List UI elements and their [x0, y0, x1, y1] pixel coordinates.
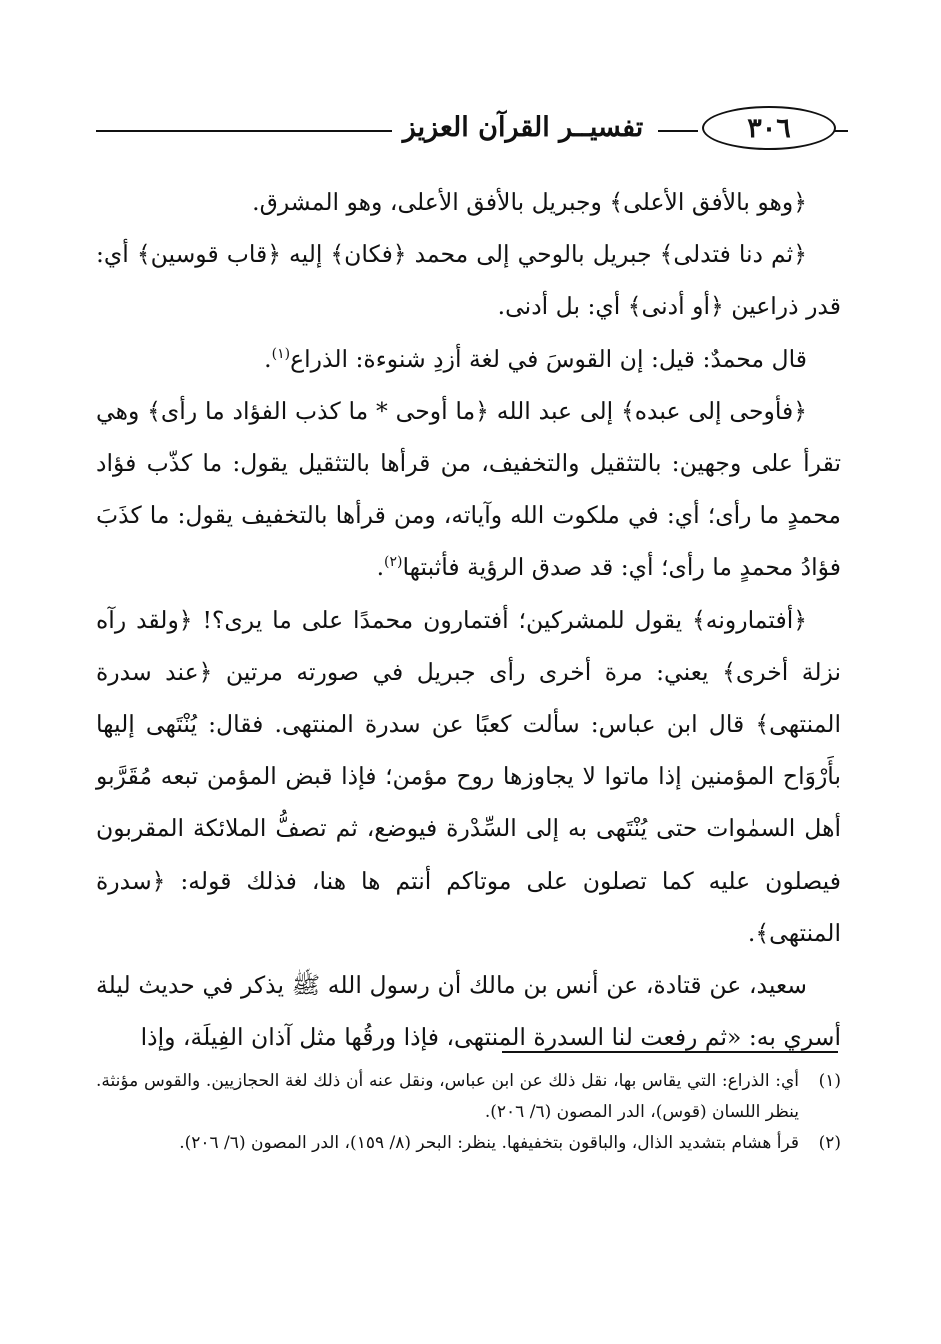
- footnotes: [96, 1066, 841, 1159]
- footnote-text: قرأ هشام بتشديد الذال، والباقون بتخفيفها. ينظر: البحر (٨/ ١٥٩)، الدر المصون (٦/ ٢٠٦).: [179, 1133, 799, 1153]
- paragraph: سعيد، عن قتادة، عن أنس بن مالك أن رسول الله ﷺ يذكر في حديث ليلة أسري به: «ثم رفعت لنا السدرة المنتهى، فإذا ورقُها مثل آذان الفِيلَة، وإذا: [96, 971, 841, 1052]
- header-rule-middle: [658, 130, 698, 132]
- running-title: تفسيــر القرآن العزيز: [402, 112, 644, 143]
- running-header: [96, 104, 848, 156]
- footnote-reference: (٢): [384, 554, 403, 571]
- footnote: [96, 1066, 841, 1128]
- footnote-number: (١): [818, 1071, 841, 1091]
- paragraph: [96, 385, 841, 594]
- paragraph: [96, 333, 841, 385]
- footnote-reference: (١): [271, 345, 291, 362]
- paragraph-end-mark: .: [376, 553, 385, 582]
- paragraph-text: ﴿فأوحى إلى عبده﴾ إلى عبد الله ﴿ما أوحى * ما كذب الفؤاد ما رأى﴾ وهي تقرأ على وجهين: بالتثقيل والتخفيف، من قرأها بالتثقيل يقول: ما كذّب فؤاد محمدٍ ما رأى؛ أي: في ملكوت الله وآياته، ومن قرأها بالتخفيف يقول: ما كذَبَ فؤادُ محمدٍ ما رأى؛ أي: قد صدق الرؤية فأثبتها: [96, 396, 841, 582]
- paragraph: ﴿ثم دنا فتدلى﴾ جبريل بالوحي إلى محمد ﴿فكان﴾ إليه ﴿قاب قوسين﴾ أي: قدر ذراعين ﴿أو أدنى﴾ أي: بل أدنى.: [96, 240, 841, 321]
- footnote-number: (٢): [818, 1133, 841, 1153]
- page-number: ٣٠٦: [702, 106, 836, 150]
- paragraph: ﴿وهو بالأفق الأعلى﴾ وجبريل بالأفق الأعلى، وهو المشرق.: [252, 188, 807, 216]
- footnote-text: أي: الذراع: التي يقاس بها، نقل ذلك عن ابن عباس، ونقل عنه أن ذلك لغة الحجازيين. والقوس مؤنثة. ينظر اللسان (قوس)، الدر المصون (٦/ ٢٠٦).: [96, 1071, 799, 1122]
- main-text: [96, 176, 841, 1063]
- footnote-separator: [502, 1051, 838, 1053]
- paragraph-end-mark: .: [264, 344, 272, 373]
- paragraph: ﴿أفتمارونه﴾ يقول للمشركين؛ أفتمارون محمدًا على ما يرى؟! ﴿ولقد رآه نزلة أخرى﴾ يعني: مرة أخرى رأى جبريل في صورته مرتين ﴿عند سدرة المنتهى﴾ قال ابن عباس: سألت كعبًا عن سدرة المنتهى. فقال: يُنْتَهى إليها بأَرْوَاح المؤمنين إذا ماتوا لا يجاوزها روح مؤمن؛ فإذا قبض المؤمن تبعه مُقَرَّبو أهل السمٰوات حتى يُنْتَهى به إلى السِّدْرة فيوضع، ثم تصفُّ الملائكة المقربون فيصلون عليه كما تصلون على موتاكم أنتم ها هنا، فذلك قوله: ﴿سدرة المنتهى﴾.: [96, 605, 841, 947]
- paragraph-text: قال محمدٌ: قيل: إن القوسَ في لغة أزدِ شنوءة: الذراع: [290, 344, 807, 373]
- footnote: [96, 1128, 841, 1159]
- header-rule-left: [96, 130, 392, 132]
- header-rule-right: [834, 130, 848, 132]
